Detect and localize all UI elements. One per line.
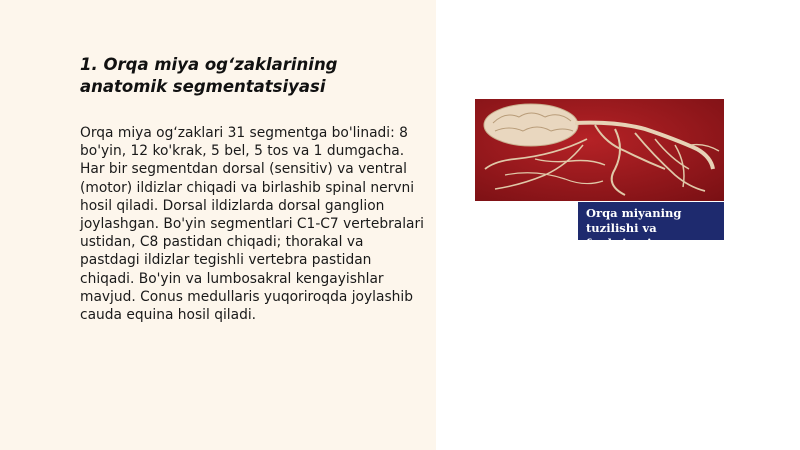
figure-caption: Orqa miyaning tuzilishi va funksiyasi [578, 202, 724, 240]
nervous-system-image [475, 99, 724, 201]
slide-title: 1. Orqa miya og‘zaklarining anatomik segmentatsiyasi [80, 55, 338, 96]
slide-body-text: Orqa miya og‘zaklari 31 segmentga bo'linadi: 8 bo'yin, 12 ko'krak, 5 bel, 5 tos va 1 dumgacha. Har bir segmentdan dorsal (sensitiv) va ventral (motor) ildizlar chiqadi va birlashib spinal nervni hosil qiladi. Dorsal ildizlarda dorsal ganglion joylashgan. Bo'yin segmentlari C1-C7 vertebralari ustidan, C8 pastidan chiqadi; thorakal va pastdagi ildizlar tegishli vertebra pastidan chiqadi. Bo'yin va lumbosakral kengayishlar mavjud. Conus medullaris yuqoriroqda joylashib cauda equina hosil qiladi. [80, 125, 424, 324]
